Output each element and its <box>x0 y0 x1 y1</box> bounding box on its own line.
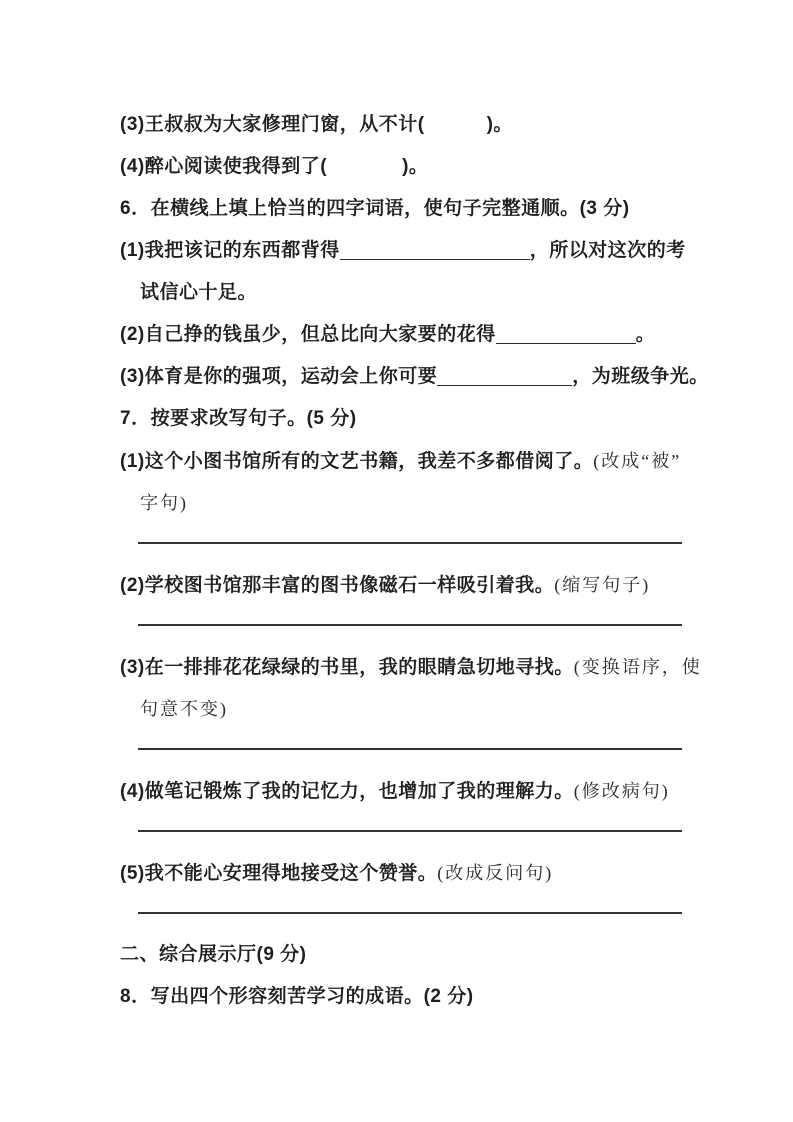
text-row <box>120 104 685 146</box>
paren-blank <box>425 129 487 130</box>
paren-blank <box>327 171 402 172</box>
text-row <box>120 770 685 812</box>
text-row <box>120 482 685 524</box>
answer-line <box>138 730 682 750</box>
question-text: )。 <box>486 114 513 135</box>
text-row <box>120 934 685 976</box>
question-text: 。 <box>635 324 656 345</box>
question-text: 试信心十足。 <box>140 282 258 303</box>
fill-blank-underline <box>340 239 530 260</box>
question-text: (4)醉心阅读使我得到了( <box>120 156 328 177</box>
text-row <box>120 398 685 440</box>
text-row <box>120 146 685 188</box>
question-text: (3)在一排排花花绿绿的书里，我的眼睛急切地寻找。 <box>120 657 574 678</box>
question-text: (1)我把该记的东西都背得 <box>120 240 340 261</box>
question-text: (3)王叔叔为大家修理门窗，从不计( <box>120 114 425 135</box>
text-row <box>120 356 709 398</box>
hint-text: (改成反问句) <box>437 863 554 883</box>
text-row <box>120 440 685 482</box>
question-text: 二、综合展示厅(9 分) <box>120 944 307 965</box>
fill-blank-underline <box>437 365 572 386</box>
question-text: ，所以对这次的考 <box>529 240 686 261</box>
text-row <box>120 646 702 688</box>
text-row <box>120 976 685 1018</box>
hint-text: (缩写句子) <box>554 575 651 595</box>
question-text: (2)自己挣的钱虽少，但总比向大家要的花得 <box>120 324 496 345</box>
answer-line <box>138 812 682 832</box>
question-text: 7．按要求改写句子。(5 分) <box>120 408 357 429</box>
question-text: (1)这个小图书馆所有的文艺书籍，我差不多都借阅了。 <box>120 451 594 472</box>
hint-text: (修改病句) <box>573 781 670 801</box>
text-row <box>120 188 685 230</box>
question-text: )。 <box>402 156 429 177</box>
question-text: ，为班级争光。 <box>572 366 709 387</box>
fill-blank-underline <box>496 323 636 344</box>
question-text: (2)学校图书馆那丰富的图书像磁石一样吸引着我。 <box>120 575 555 596</box>
hint-text: (变换语序，使 <box>573 657 702 677</box>
text-row <box>120 564 685 606</box>
question-text: (4)做笔记锻炼了我的记忆力，也增加了我的理解力。 <box>120 781 574 802</box>
answer-line <box>138 524 682 544</box>
hint-text: 句意不变) <box>140 699 228 719</box>
hint-text: (改成“被” <box>593 451 682 471</box>
question-text: (3)体育是你的强项，运动会上你可要 <box>120 366 438 387</box>
hint-text: 字句) <box>140 493 188 513</box>
answer-line <box>138 894 682 914</box>
question-text: (5)我不能心安理得地接受这个赞誉。 <box>120 863 438 884</box>
text-row <box>120 314 685 356</box>
question-text: 6．在横线上填上恰当的四字词语，使句子完整通顺。(3 分) <box>120 198 630 219</box>
text-row <box>120 852 685 894</box>
answer-line <box>138 606 682 626</box>
question-content <box>120 104 709 1018</box>
question-text: 8．写出四个形容刻苦学习的成语。(2 分) <box>120 986 474 1007</box>
text-row <box>120 688 685 730</box>
text-row <box>120 230 685 272</box>
text-row <box>120 272 685 314</box>
